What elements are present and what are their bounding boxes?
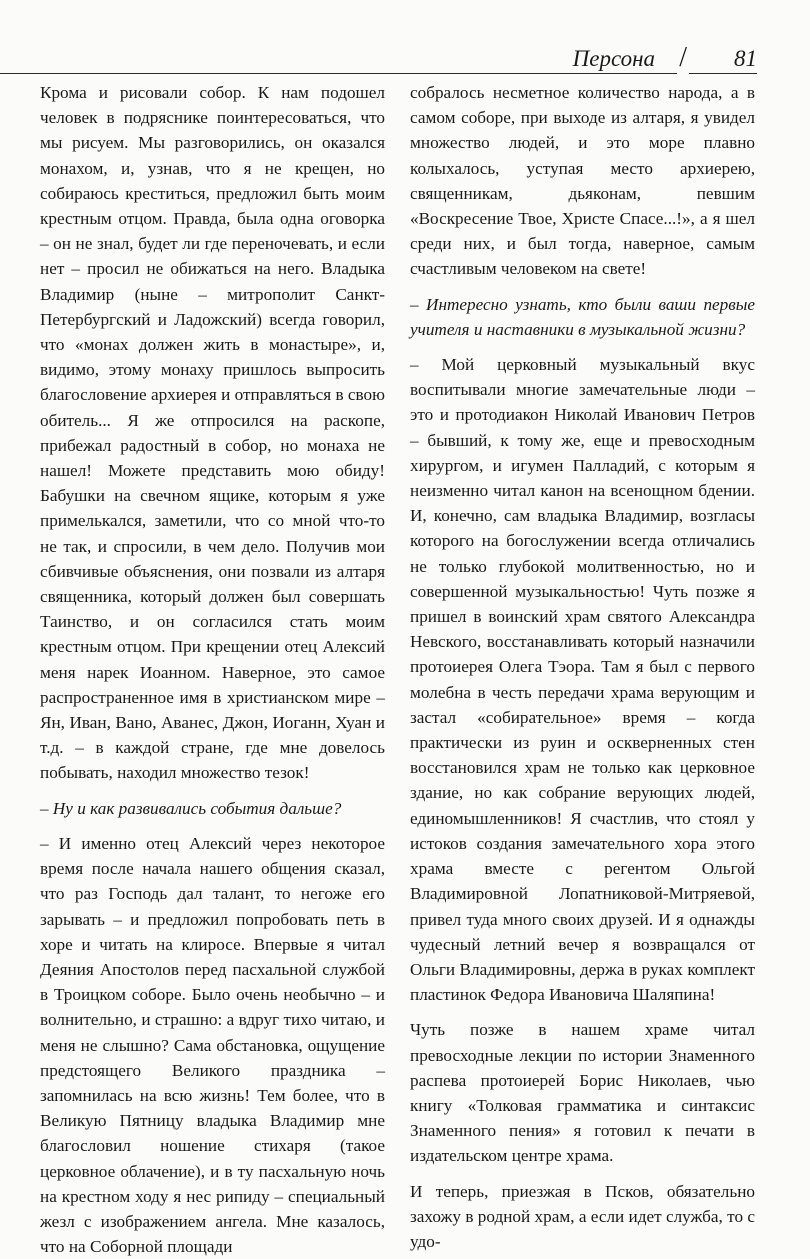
left-column	[40, 80, 385, 1259]
interview-question: – Интересно узнать, кто были ваши первые учителя и наставники в музыкальной жизни?	[410, 294, 755, 339]
paragraph: И теперь, приезжая в Псков, обязательно захожу в родной храм, а если идет служба, то с удо-	[410, 1181, 755, 1251]
page-number: 81	[730, 46, 757, 72]
paragraph: Чуть позже в нашем храме читал превосходные лекции по истории Знаменного распева протоиерей Борис Николаев, чью книгу «Толковая грамматика и синтаксис Знаменного пения» я готовил к печати в издательском центре храма.	[410, 1020, 755, 1166]
paragraph: Крома и рисовали собор. К нам подошел человек в подряснике поинтересоваться, что мы рисуем. Мы разговорились, он оказался монахом, и, узнав, что я не крещен, но собираюсь креститься, предложил быть моим крестным отцом. Правда, была одна оговорка – он не знал, будет ли где переночевать, и если нет – просил не обижаться на него. Владыка Владимир (ныне – митрополит Санкт-Петербургский и Ладожский) всегда говорил, что «монах должен жить в монастыре», и, видимо, этому монаху пришлось выпросить благословение архиерея и отправляться в свою обитель... Я же отпросился на раскопе, прибежал радостный в собор, но монаха не нашел! Можете представить мою обиду! Бабушки на свечном ящике, которым я уже примелькался, заметили, что со мной что-то не так, и спросили, в чем дело. Получив мои сбивчивые объяснения, они позвали из алтаря священника, который должен был совершать Таинство, и он согласился стать моим крестным отцом. При крещении отец Алексий меня нарек Иоанном. Наверное, это самое распространенное имя в христианском мире – Ян, Иван, Вано, Аванес, Джон, Иоганн, Хуан и т.д. – в каждой стране, где мне довелось побывать, находил множество тезок!	[40, 83, 385, 783]
running-header	[0, 40, 757, 80]
paragraph: собралось несметное количество народа, а в самом соборе, при выходе из алтаря, я увидел множество людей, и это море плавно колыхалось, уступая место архиерею, священникам, дьяконам, певшим «Воскресение Твое, Христе Спасе...!», а я шел среди них, и был тогда, наверное, самым счастливым человеком на свете!	[410, 83, 755, 279]
header-rule	[0, 73, 757, 74]
header-separator: /	[679, 42, 687, 73]
interview-question: – Ну и как развивались события дальше?	[40, 798, 342, 818]
paragraph: – Мой церковный музыкальный вкус воспитывали многие замечательные люди – это и протодиакон Николай Иванович Петров – бывший, к тому же, еще и превосходным хирургом, и игумен Палладий, с которым я неизменно читал канон на всенощном бдении. И, конечно, сам владыка Владимир, возгласы которого на богослужении всегда отличались не только глубокой молитвенностью, но и совершенной музыкальностью! Чуть позже я пришел в воинский храм святого Александра Невского, восстанавливать который назначили протоиерея Олега Тэора. Там я был с первого молебна в честь передачи храма верующим и застал «собирательное» время – когда практически из руин и оскверненных стен восстановился храм не только как церковное здание, но как собрание верующих людей, единомышленников! Я счастлив, что стоял у истоков создания замечательного хора этого храма вместе с регентом Ольгой Владимировной Лопатниковой-Митряевой, привел туда много своих друзей. И я однажды чудесный летний вечер я возвращался от Ольги Владимировны, держа в руках комплект пластинок Федора Ивановича Шаляпина!	[410, 355, 755, 1005]
section-title: Персона	[561, 46, 665, 72]
paragraph: – И именно отец Алексий через некоторое время после начала нашего общения сказал, что раз Господь дал талант, то негоже его зарывать – и предложил попробовать петь в хоре и читать на клиросе. Впервые я читал Деяния Апостолов перед пасхальной службой в Троицком соборе. Было очень необычно – и волнительно, и страшно: а вдруг тихо читаю, и меня не слышно? Сама обстановка, ощущение предстоящего Великого праздника – запомнилась на всю жизнь! Тем более, что в Великую Пятницу владыка Владимир мне благословил ношение стихаря (такое церковное облачение), и в ту пасхальную ночь на крестном ходу я нес рипиду – специальный жезл с изображением ангела. Мне казалось, что на Соборной площади	[40, 833, 385, 1257]
right-column	[410, 80, 755, 1254]
